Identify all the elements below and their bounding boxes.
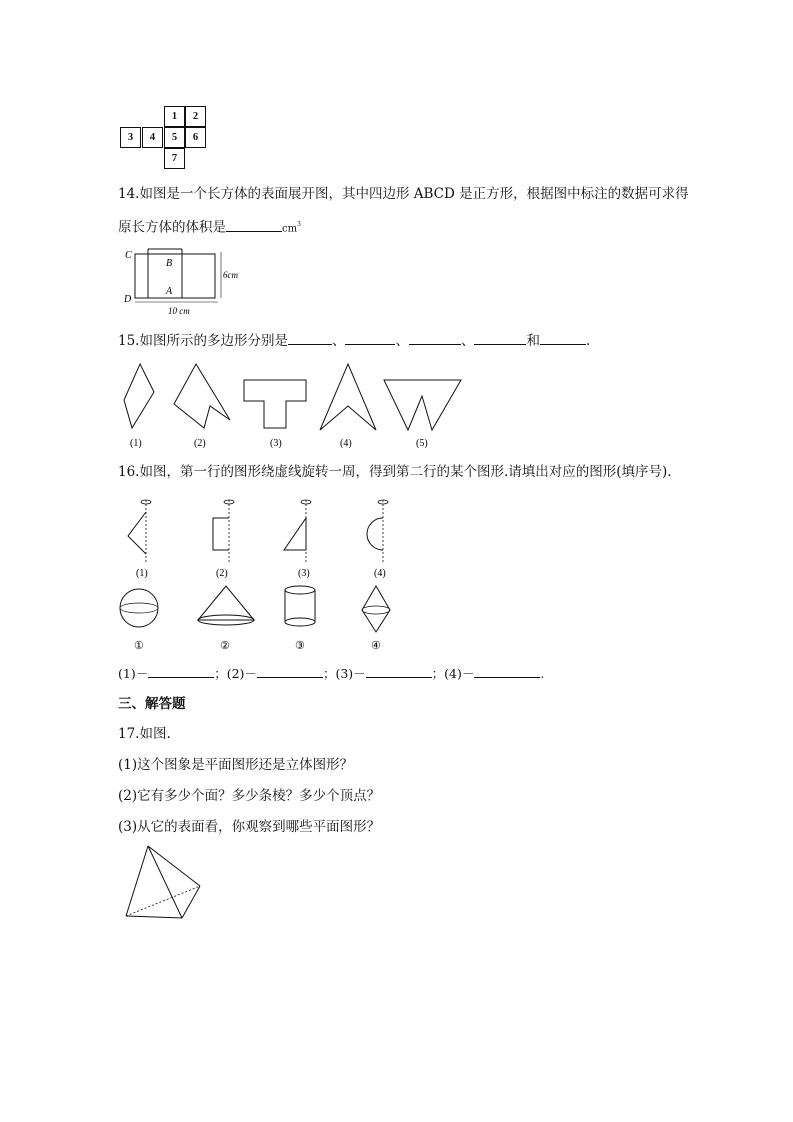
q15-blank-1[interactable] xyxy=(288,330,332,345)
q15-blank-4[interactable] xyxy=(474,330,526,345)
polygon-1-rhombus xyxy=(124,364,154,428)
q15-cap-3: (3) xyxy=(270,438,282,449)
q16-text: 16.如图，第一行的图形绕虚线旋转一周，得到第二行的某个图形.请填出对应的图形(填序号). xyxy=(118,464,672,480)
q17-item-3: (3)从它的表面看，你观察到哪些平面图形？ xyxy=(118,819,381,835)
shape-1-triangle xyxy=(128,512,146,554)
q16-answers xyxy=(118,663,544,684)
q15-end: . xyxy=(585,333,591,349)
net-cell-5: 5 xyxy=(164,127,185,148)
q17-title: 17.如图. xyxy=(118,726,171,742)
q15-polygons-figure xyxy=(118,358,468,453)
q16-blank-4[interactable] xyxy=(474,663,540,678)
q15-cap-5: (5) xyxy=(416,438,428,449)
net-cell-7: 7 xyxy=(164,148,185,169)
net-cell-3: 3 xyxy=(120,127,141,148)
q16-bot-cap-3: ③ xyxy=(295,640,305,652)
q15-sep-2: 、 xyxy=(395,333,409,349)
q16-bot-cap-2: ② xyxy=(220,640,230,652)
q14-net-figure xyxy=(118,246,243,318)
q15-blank-2[interactable] xyxy=(345,330,395,345)
q16-bot-cap-1: ① xyxy=(134,640,144,652)
net-cell-1: 1 xyxy=(164,106,185,127)
q17-item-2: (2)它有多少个面？多少条棱？多少个顶点？ xyxy=(118,788,381,804)
fig-label-width: 10 cm xyxy=(168,306,190,316)
cube-net-figure xyxy=(120,106,210,170)
q17-item-1: (1)这个图象是平面图形还是立体图形？ xyxy=(118,757,354,773)
q15-cap-1: (1) xyxy=(130,438,142,449)
q16-top-cap-1: (1) xyxy=(136,568,148,579)
q15-prefix: 15.如图所示的多边形分别是 xyxy=(118,333,288,349)
fig-label-d: D xyxy=(124,294,132,305)
q15-sep-1: 、 xyxy=(331,333,346,349)
shape-4-semicircle xyxy=(367,518,383,550)
q14-unit-sup: 3 xyxy=(297,221,301,228)
q15-text xyxy=(118,330,590,351)
q15-blank-3[interactable] xyxy=(409,330,461,345)
net-cell-6: 6 xyxy=(185,127,206,148)
net-cell-2: 2 xyxy=(185,106,206,127)
q16-rotation-figure xyxy=(118,492,408,654)
fig-label-c: C xyxy=(125,250,132,261)
q16-top-cap-2: (2) xyxy=(216,568,228,579)
q16-ans-label-1: (1)－ xyxy=(118,666,149,681)
q16-top-cap-3: (3) xyxy=(298,568,310,579)
q14-answer-blank[interactable] xyxy=(226,217,282,232)
q15-blank-5[interactable] xyxy=(540,330,586,345)
shape-2-rectangle xyxy=(213,518,229,550)
polygon-2 xyxy=(174,364,230,428)
section-3-title: 三、解答题 xyxy=(118,696,186,712)
q16-ans-end: . xyxy=(540,666,545,681)
q16-blank-3[interactable] xyxy=(366,663,432,678)
fig-label-b: B xyxy=(166,258,173,269)
q16-ans-label-3: ；(3)－ xyxy=(322,666,366,681)
fig-label-height: 6cm xyxy=(223,270,238,280)
q14-line2 xyxy=(118,215,301,240)
solid-sphere xyxy=(120,589,158,627)
q16-ans-label-2: ；(2)－ xyxy=(214,666,257,681)
solid-double-cone xyxy=(362,586,390,632)
q15-cap-4: (4) xyxy=(340,438,352,449)
fig-label-a: A xyxy=(166,286,173,297)
polygon-3-t-shape xyxy=(244,380,306,428)
q15-cap-2: (2) xyxy=(194,438,206,449)
polygon-5-w-shape xyxy=(384,380,461,430)
q17-tetrahedron-figure xyxy=(118,842,208,924)
q15-and: 和 xyxy=(526,333,540,349)
q16-blank-2[interactable] xyxy=(257,663,323,678)
q14-prefix: 原长方体的体积是 xyxy=(118,219,226,236)
net-cell-4: 4 xyxy=(142,127,163,148)
q16-top-cap-4: (4) xyxy=(374,568,386,579)
q16-ans-label-4: ；(4)－ xyxy=(431,666,475,681)
q14-unit: cm xyxy=(282,223,298,235)
shape-3-right-triangle xyxy=(284,518,306,550)
q15-sep-3: 、 xyxy=(460,333,475,349)
q16-blank-1[interactable] xyxy=(148,663,214,678)
polygon-4-arrow xyxy=(320,364,376,430)
q14-line1: 14.如图是一个长方体的表面展开图，其中四边形 ABCD 是正方形，根据图中标注的数据可求得 xyxy=(118,186,689,202)
q16-bot-cap-4: ④ xyxy=(371,640,381,652)
